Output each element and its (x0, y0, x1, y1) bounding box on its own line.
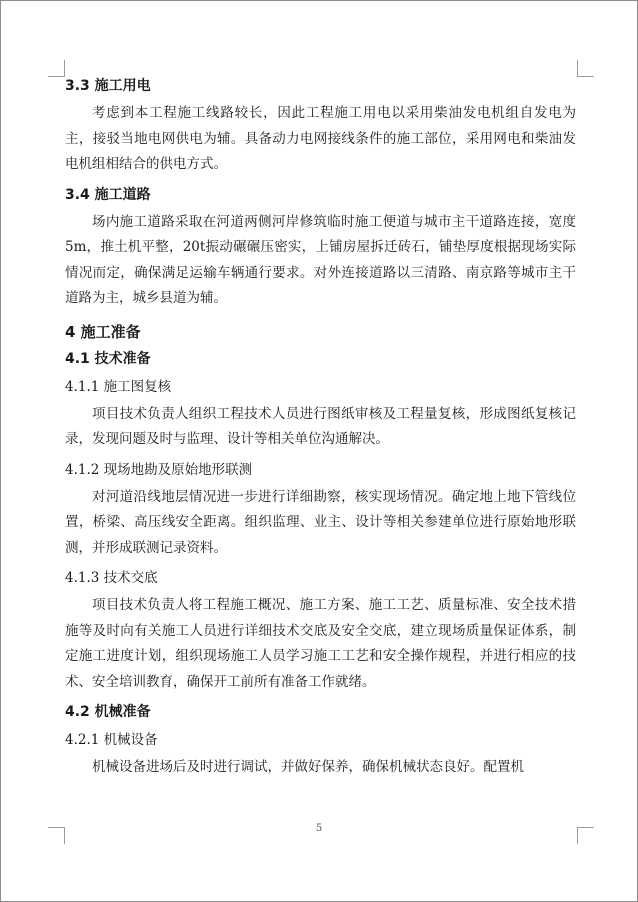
heading-4-2-1: 4.2.1 机械设备 (65, 732, 158, 748)
heading-4-1-3: 4.1.3 技术交底 (65, 570, 158, 586)
crop-mark-top-left (48, 60, 65, 77)
heading-3-4: 3.4 施工道路 (65, 186, 151, 203)
heading-4-1: 4.1 技术准备 (65, 350, 151, 367)
paragraph-construction-roads: 场内施工道路采取在河道两侧河岸修筑临时施工便道与城市主干道路连接，宽度5m，推土机平整，20t振动碾碾压密实，上铺房屋拆迁砖石，铺垫厚度根据现场实际情况而定，确保满足运输车辆通行要求。对外连接道路以三清路、南京路等城市主干道路为主，城乡县道为辅。 (65, 213, 576, 306)
paragraph-technical-briefing: 项目技术负责人将工程施工概况、施工方案、施工工艺、质量标准、安全技术措施等及时向有关施工人员进行详细技术交底及安全交底，建立现场质量保证体系，制定施工进度计划，组织现场施工人员学习施工工艺和安全操作规程，并进行相应的技术、安全培训教育，确保开工前所有准备工作就绪。 (65, 597, 576, 690)
paragraph-site-survey: 对河道沿线地层情况进一步进行详细勘察，核实现场情况。确定地上地下管线位置，桥梁、高压线安全距离。组织监理、业主、设计等相关参建单位进行原始地形联测，并形成联测记录资料。 (65, 488, 576, 556)
heading-4-1-1: 4.1.1 施工图复核 (65, 378, 172, 395)
heading-4-2: 4.2 机械准备 (65, 704, 151, 720)
paragraph-power-supply: 考虑到本工程施工线路较长，因此工程施工用电以采用柴油发电机组自发电为主，接驳当地电网供电为辅。具备动力电网接线条件的施工部位，采用网电和柴油发电机组相结合的供电方式。 (65, 105, 576, 172)
paragraph-machinery: 机械设备进场后及时进行调试，并做好保养，确保机械状态良好。配置机 (92, 759, 524, 775)
paragraph-drawing-review: 项目技术负责人组织工程技术人员进行图纸审核及工程量复核，形成图纸复核记录，发现问题及时与监理、设计等相关单位沟通解决。 (65, 405, 576, 447)
heading-4: 4 施工准备 (65, 322, 141, 341)
crop-mark-top-right (577, 60, 594, 77)
heading-3-3: 3.3 施工用电 (65, 78, 151, 94)
heading-4-1-2: 4.1.2 现场地勘及原始地形联测 (65, 461, 253, 478)
document-body (65, 71, 576, 787)
page-number: 5 (315, 823, 323, 834)
